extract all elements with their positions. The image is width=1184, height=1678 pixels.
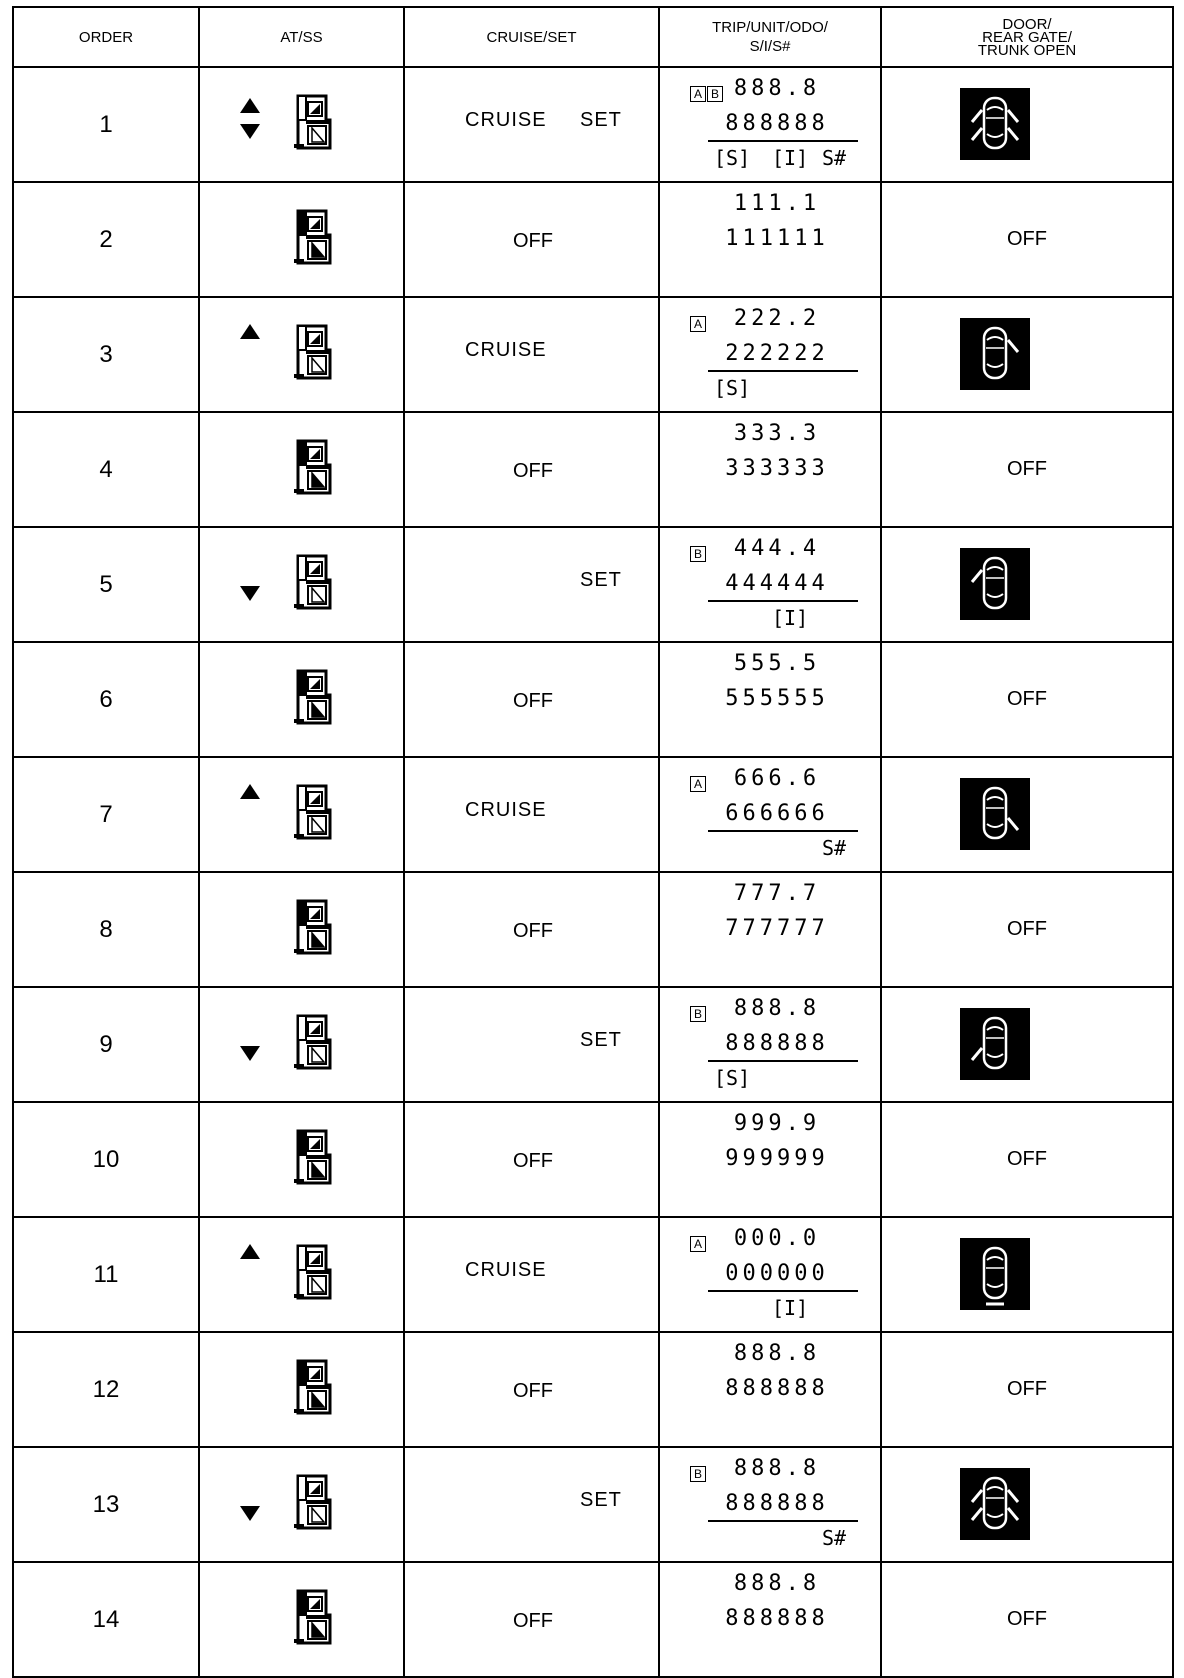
trip-value: 888.8 [733, 996, 821, 1021]
table-row [13, 412, 1173, 527]
shift-arrows [238, 528, 264, 641]
gear-digit-icon [292, 209, 334, 267]
order-cell: 10 [13, 1102, 199, 1217]
set-label: SET [580, 569, 622, 591]
gear-digit-icon [292, 1359, 334, 1417]
gear-digit-icon [292, 669, 334, 727]
order-cell: 5 [13, 527, 199, 642]
table-row [13, 1447, 1173, 1562]
cruise-label: CRUISE [465, 799, 547, 821]
odo-value: 888888 [725, 1606, 829, 1631]
shift-arrows [238, 1563, 264, 1676]
shift-down-icon [240, 1506, 260, 1521]
set-label: SET [580, 1029, 622, 1051]
unit-modes [714, 1294, 854, 1322]
door-cell [881, 987, 1173, 1102]
trip-badge: B [690, 1466, 706, 1482]
rear-left-door-icon [960, 1008, 1030, 1080]
gear-digit [292, 1359, 334, 1422]
odo-value: 888888 [725, 1491, 829, 1516]
trip-value: 444.4 [733, 536, 821, 561]
at-ss-cell [199, 412, 404, 527]
gear-digit [292, 1474, 334, 1537]
divider [708, 1060, 858, 1062]
shift-arrows [238, 298, 264, 411]
cruise-set-cell [404, 1332, 659, 1447]
trip-value: 888.8 [733, 1341, 821, 1366]
header-at-ss: AT/SS [199, 7, 404, 67]
table-row [13, 527, 1173, 642]
cruise-label: CRUISE [465, 109, 547, 131]
unit-mode: [S] [714, 376, 751, 400]
odo-value: 222222 [725, 341, 829, 366]
order-cell: 7 [13, 757, 199, 872]
gear-digit-icon [292, 1014, 334, 1072]
trip-value: 555.5 [733, 651, 821, 676]
shift-down-icon [240, 586, 260, 601]
order-cell: 9 [13, 987, 199, 1102]
gear-digit [292, 94, 334, 157]
at-ss-cell [199, 1217, 404, 1332]
trip-value: 777.7 [733, 881, 821, 906]
door-cell [881, 757, 1173, 872]
trip-value: 888.8 [733, 76, 821, 101]
unit-mode: [S] [714, 146, 751, 170]
trip-value: 111.1 [733, 191, 821, 216]
unit-modes [714, 1064, 854, 1092]
header-cruise-set: CRUISE/SET [404, 7, 659, 67]
order-cell: 12 [13, 1332, 199, 1447]
odo-value: 444444 [725, 571, 829, 596]
header-trip-line: S/I/S# [749, 38, 791, 55]
shift-arrows [238, 758, 264, 871]
table-row [13, 182, 1173, 297]
table-row [13, 642, 1173, 757]
header-row [13, 7, 1173, 67]
order-cell: 6 [13, 642, 199, 757]
gear-digit-icon [292, 784, 334, 842]
cruise-set-cell [404, 757, 659, 872]
divider [708, 370, 858, 372]
table-row [13, 1102, 1173, 1217]
gear-digit [292, 784, 334, 847]
cruise-off-label: OFF [513, 1150, 553, 1172]
shift-arrows [238, 988, 264, 1101]
cruise-off-label: OFF [513, 230, 553, 252]
at-ss-cell [199, 182, 404, 297]
table-row [13, 872, 1173, 987]
odo-value: 999999 [725, 1146, 829, 1171]
trip-value: 888.8 [733, 1571, 821, 1596]
cruise-set-cell [404, 987, 659, 1102]
trip-cell [659, 297, 881, 412]
trip-value: 888.8 [733, 1456, 821, 1481]
trip-cell [659, 1102, 881, 1217]
at-ss-cell [199, 297, 404, 412]
door-cell: OFF [881, 182, 1173, 297]
cruise-set-cell [404, 1217, 659, 1332]
unit-mode: S# [822, 146, 847, 170]
shift-arrows [238, 643, 264, 756]
gear-digit [292, 439, 334, 502]
table-row [13, 757, 1173, 872]
order-cell: 13 [13, 1447, 199, 1562]
gear-digit-icon [292, 439, 334, 497]
header-order: ORDER [13, 7, 199, 67]
cruise-off-label: OFF [513, 460, 553, 482]
unit-modes [714, 604, 854, 632]
shift-arrows [238, 183, 264, 296]
door-cell [881, 527, 1173, 642]
shift-down-icon [240, 124, 260, 139]
trunk-open-icon [960, 1238, 1030, 1310]
cruise-set-cell [404, 297, 659, 412]
order-cell: 4 [13, 412, 199, 527]
at-ss-cell [199, 1102, 404, 1217]
trip-cell [659, 872, 881, 987]
cruise-set-cell [404, 1447, 659, 1562]
shift-arrows [238, 413, 264, 526]
table-row [13, 987, 1173, 1102]
cruise-off-label: OFF [513, 690, 553, 712]
set-label: SET [580, 1489, 622, 1511]
gear-digit [292, 209, 334, 272]
trip-badge: A [690, 86, 706, 102]
cruise-set-cell [404, 642, 659, 757]
front-right-door-icon [960, 318, 1030, 390]
cruise-set-cell [404, 67, 659, 182]
shift-arrows [238, 1218, 264, 1331]
divider [708, 140, 858, 142]
gear-digit [292, 1014, 334, 1077]
trip-value: 000.0 [733, 1226, 821, 1251]
unit-mode: [I] [772, 146, 809, 170]
unit-modes [714, 1524, 854, 1552]
at-ss-cell [199, 1332, 404, 1447]
trip-cell [659, 757, 881, 872]
door-cell: OFF [881, 1332, 1173, 1447]
table-row [13, 1217, 1173, 1332]
door-cell: OFF [881, 1562, 1173, 1677]
trip-badge: A [690, 776, 706, 792]
gear-digit-icon [292, 94, 334, 152]
odo-value: 111111 [725, 226, 829, 251]
trip-cell [659, 1332, 881, 1447]
unit-mode: [I] [772, 1296, 809, 1320]
odo-value: 777777 [725, 916, 829, 941]
unit-mode: S# [822, 836, 847, 860]
door-cell [881, 1447, 1173, 1562]
gear-digit [292, 899, 334, 962]
door-cell [881, 297, 1173, 412]
odo-value: 333333 [725, 456, 829, 481]
odo-value: 888888 [725, 111, 829, 136]
order-cell: 14 [13, 1562, 199, 1677]
at-ss-cell [199, 757, 404, 872]
front-left-door-icon [960, 548, 1030, 620]
shift-arrows [238, 68, 264, 181]
all-doors-icon [960, 88, 1030, 160]
divider [708, 600, 858, 602]
odo-value: 555555 [725, 686, 829, 711]
shift-arrows [238, 873, 264, 986]
gear-digit [292, 324, 334, 387]
at-ss-cell [199, 642, 404, 757]
trip-cell [659, 1447, 881, 1562]
header-door-line: DOOR/ [1002, 15, 1052, 33]
shift-down-icon [240, 1046, 260, 1061]
set-label: SET [580, 109, 622, 131]
trip-cell [659, 1217, 881, 1332]
order-cell: 2 [13, 182, 199, 297]
display-pattern-table [12, 6, 1174, 1678]
shift-up-icon [240, 784, 260, 799]
table-row [13, 67, 1173, 182]
odo-value: 000000 [725, 1261, 829, 1286]
shift-arrows [238, 1448, 264, 1561]
trip-value: 222.2 [733, 306, 821, 331]
door-cell: OFF [881, 1102, 1173, 1217]
at-ss-cell [199, 987, 404, 1102]
header-trip-line: TRIP/UNIT/ODO/ [712, 19, 828, 36]
door-cell: OFF [881, 642, 1173, 757]
gear-digit-icon [292, 324, 334, 382]
header-door [881, 7, 1173, 67]
unit-mode: [S] [714, 1066, 751, 1090]
gear-digit-icon [292, 1244, 334, 1302]
at-ss-cell [199, 527, 404, 642]
cruise-set-cell [404, 1102, 659, 1217]
gear-digit [292, 1244, 334, 1307]
unit-mode: [I] [772, 606, 809, 630]
gear-digit-icon [292, 1474, 334, 1532]
header-door-line: TRUNK OPEN [977, 41, 1077, 59]
table-row [13, 1332, 1173, 1447]
unit-modes [714, 374, 854, 402]
divider [708, 1520, 858, 1522]
order-cell: 8 [13, 872, 199, 987]
trip-cell [659, 987, 881, 1102]
door-cell [881, 1217, 1173, 1332]
shift-up-icon [240, 98, 260, 113]
shift-arrows [238, 1333, 264, 1446]
trip-value: 999.9 [733, 1111, 821, 1136]
gear-digit [292, 1129, 334, 1192]
gear-digit [292, 554, 334, 617]
door-cell [881, 67, 1173, 182]
gear-digit [292, 1589, 334, 1652]
trip-cell [659, 642, 881, 757]
trip-value: 333.3 [733, 421, 821, 446]
cruise-label: CRUISE [465, 339, 547, 361]
shift-up-icon [240, 1244, 260, 1259]
unit-modes [714, 834, 854, 862]
odo-value: 888888 [725, 1031, 829, 1056]
trip-badge: A [690, 316, 706, 332]
cruise-off-label: OFF [513, 1610, 553, 1632]
gear-digit [292, 669, 334, 732]
at-ss-cell [199, 872, 404, 987]
order-cell: 1 [13, 67, 199, 182]
rear-right-door-icon [960, 778, 1030, 850]
table-row [13, 297, 1173, 412]
trip-cell [659, 527, 881, 642]
order-cell: 3 [13, 297, 199, 412]
order-cell: 11 [13, 1217, 199, 1332]
at-ss-cell [199, 67, 404, 182]
door-cell: OFF [881, 412, 1173, 527]
header-door-line: REAR GATE/ [982, 28, 1072, 46]
all-doors-icon [960, 1468, 1030, 1540]
unit-mode: S# [822, 1526, 847, 1550]
shift-up-icon [240, 324, 260, 339]
odo-value: 888888 [725, 1376, 829, 1401]
cruise-set-cell [404, 527, 659, 642]
trip-badge: B [690, 1006, 706, 1022]
gear-digit-icon [292, 899, 334, 957]
at-ss-cell [199, 1447, 404, 1562]
trip-cell [659, 67, 881, 182]
cruise-set-cell [404, 182, 659, 297]
cruise-set-cell [404, 412, 659, 527]
shift-arrows [238, 1103, 264, 1216]
door-cell: OFF [881, 872, 1173, 987]
cruise-label: CRUISE [465, 1259, 547, 1281]
unit-modes [714, 144, 854, 172]
cruise-off-label: OFF [513, 920, 553, 942]
gear-digit-icon [292, 554, 334, 612]
odo-value: 666666 [725, 801, 829, 826]
cruise-off-label: OFF [513, 1380, 553, 1402]
trip-value: 666.6 [733, 766, 821, 791]
trip-cell [659, 182, 881, 297]
trip-badge: B [707, 86, 723, 102]
divider [708, 830, 858, 832]
gear-digit-icon [292, 1129, 334, 1187]
gear-digit-icon [292, 1589, 334, 1647]
header-trip [659, 7, 881, 67]
trip-badge: B [690, 546, 706, 562]
cruise-set-cell [404, 872, 659, 987]
trip-badge: A [690, 1236, 706, 1252]
trip-cell [659, 412, 881, 527]
divider [708, 1290, 858, 1292]
